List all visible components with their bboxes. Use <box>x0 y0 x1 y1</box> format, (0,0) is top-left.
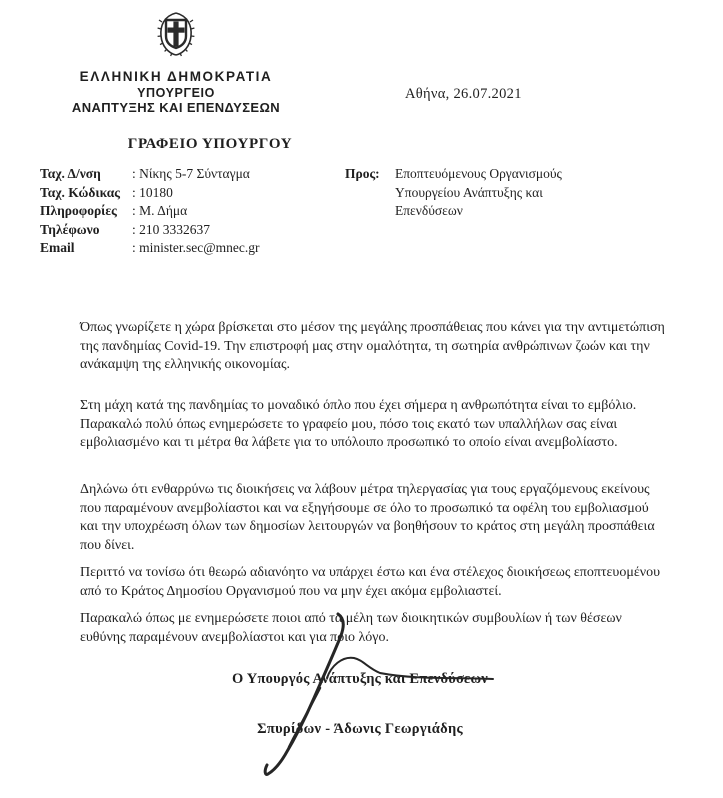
body-paragraph-5: Παρακαλώ όπως με ενημερώσετε ποιοι από τα μέλη των διοικητικών συμβουλίων ή των θέσεων ευθύνης παραμένουν ανεμβολίαστοι και για ποιο λόγο. <box>80 611 622 645</box>
letterhead-ministry-line2: ΑΝΑΠΤΥΞΗΣ ΚΑΙ ΕΠΕΝΔΥΣΕΩΝ <box>71 100 281 115</box>
recipient-line: Υπουργείου Ανάπτυξης και <box>395 184 543 200</box>
contact-label: Ταχ. Δ/νση <box>40 166 101 181</box>
recipient-lines <box>395 165 620 221</box>
contact-value: : 210 3332637 <box>132 221 211 237</box>
letterhead-ministry-line1: ΥΠΟΥΡΓΕΙΟ <box>137 86 215 100</box>
body-paragraph-4: Περιττό να τονίσω ότι θεωρώ αδιανόητο να υπάρχει έστω και ένα στέλεχος διοικήσεως εποπτευομένου από το Κράτος Δημοσίου Οργανισμού που να μην έχει ακόμα εμβολιαστεί. <box>80 565 660 599</box>
letterhead <box>38 10 314 115</box>
recipient-label: Προς: <box>345 166 380 181</box>
letterhead-country: ΕΛΛΗΝΙΚΗ ΔΗΜΟΚΡΑΤΙΑ <box>79 69 273 84</box>
closing-role-line: Ο Υπουργός Ανάπτυξης και Επενδύσεων <box>232 671 488 687</box>
recipient-block <box>345 165 620 221</box>
contact-row-address <box>40 165 260 184</box>
contact-info-block <box>40 165 260 258</box>
contact-value: : minister.sec@mnec.gr <box>132 240 260 256</box>
contact-row-phone <box>40 221 260 240</box>
contact-label: Πληροφορίες <box>40 203 117 219</box>
contact-label: Ταχ. Κώδικας <box>40 184 120 200</box>
recipient-line: Επενδύσεων <box>395 203 463 219</box>
contact-label: Email <box>40 240 75 256</box>
recipient-line: Εποπτευόμενους Οργανισμούς <box>395 166 562 181</box>
contact-value: : 10180 <box>132 184 173 200</box>
contact-row-postcode <box>40 184 260 203</box>
body-paragraph-2: Στη μάχη κατά της πανδημίας το μοναδικό όπλο που έχει σήμερα η ανθρωπότητα είναι το εμβόλιο. Παρακαλώ πολύ όπως ενημερώσετε το γραφείο μου, πόσο τοις εκατό των υπαλλήλων σας είναι εμβολιασμένο και τι μέτρα θα λάβετε για το υπόλοιπο προσωπικό το οποίο είναι ανεμβολίαστο. <box>80 398 637 451</box>
date-line: Αθήνα, 26.07.2021 <box>405 86 522 102</box>
contact-value: : Νίκης 5-7 Σύνταγμα <box>132 166 250 181</box>
office-title: ΓΡΑΦΕΙΟ ΥΠΟΥΡΓΟΥ <box>127 136 293 152</box>
body-paragraph-1: Όπως γνωρίζετε η χώρα βρίσκεται στο μέσον της μεγάλης προσπάθειας που κάνει για την αντιμετώπιση της πανδημίας Covid-19. Την επιστροφή μας στην ομαλότητα, τη σωτηρία ανθρώπινων ζωών και την ανάκαμψη της ελληνικής οικονομίας. <box>80 320 665 373</box>
contact-value: : Μ. Δήμα <box>132 203 188 219</box>
contact-row-email <box>40 239 260 258</box>
body-paragraph-3: Δηλώνω ότι ενθαρρύνω τις διοικήσεις να λάβουν μέτρα τηλεργασίας για τους εργαζόμενους εκείνους που παραμένουν ανεμβολίαστοι και να εξηγήσουμε σε όλο το προσωπικό τα οφέλη του εμβολιασμού και την υποχρέωση όλων των δημοσίων λειτουργών να βοηθήσουν το κράτος στη μεγάλη προσπάθεια που δίνει. <box>80 482 655 553</box>
contact-row-information <box>40 202 260 221</box>
greek-national-emblem-icon <box>155 10 197 63</box>
closing-signatory-name: Σπυρίδων - Άδωνις Γεωργιάδης <box>257 721 463 737</box>
contact-label: Τηλέφωνο <box>40 221 100 237</box>
